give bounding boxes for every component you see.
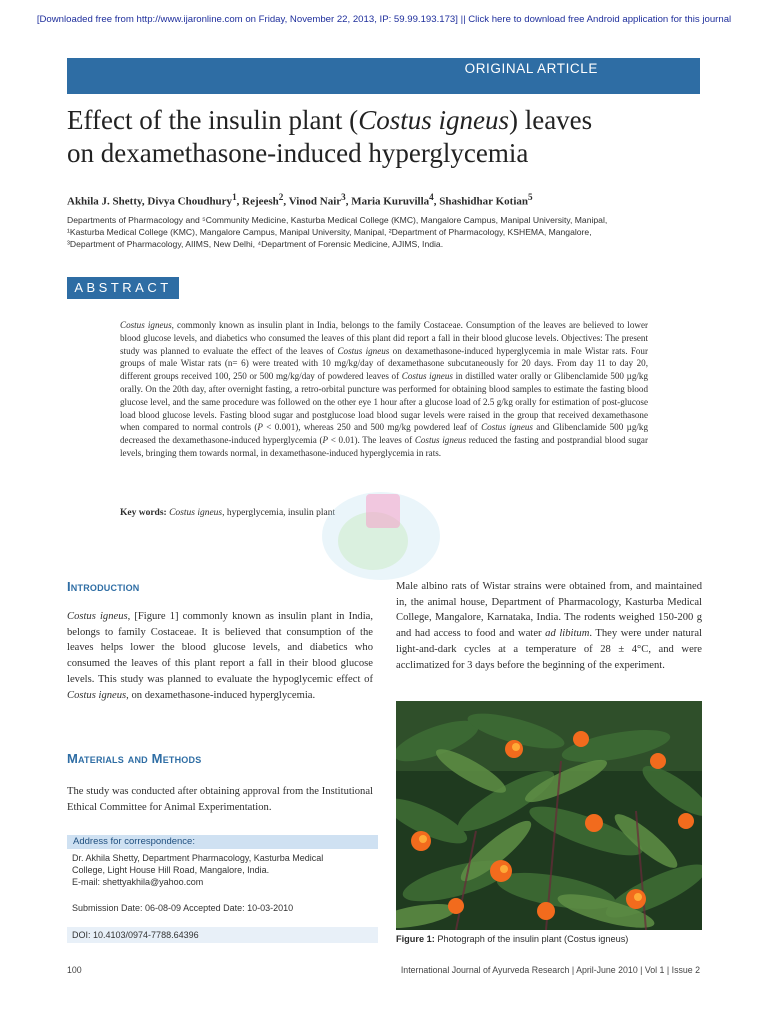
journal-footer: International Journal of Ayurveda Research | April-June 2010 | Vol 1 | Issue 2: [400, 965, 700, 975]
correspondence-email[interactable]: E-mail: shettyakhila@yahoo.com: [72, 877, 204, 887]
watermark-graphic: [318, 492, 444, 584]
methods-text: The study was conducted after obtaining approval from the Institutional Ethical Committee for Animal Experimentation.: [67, 786, 373, 813]
correspondence-label: Address for correspondence:: [67, 835, 378, 849]
affiliation-line: ¹Kasturba Medical College (KMC), Mangalore Campus, Manipal University, Manipal, ²Department of Pharmacology, KSHEMA, Mangalore,: [67, 227, 592, 237]
author-list: Akhila J. Shetty, Divya Choudhury$^1$, Rejeesh$^2$, Vinod Nair$^3$, Maria Kuruvilla$^4$, Shashidhar Kotian$^5$: [67, 192, 533, 208]
title-species: Costus igneus: [358, 105, 509, 135]
article-type-banner: [67, 58, 700, 94]
author: Akhila J. Shetty: [67, 195, 142, 208]
affiliation-line: Departments of Pharmacology and ⁵Community Medicine, Kasturba Medical College (KMC), Mangalore Campus, Manipal University, Manipal,: [67, 215, 608, 225]
keywords: Key words: Costus igneus, hyperglycemia, insulin plant: [120, 508, 336, 518]
page-number: 100: [67, 965, 82, 975]
author: Maria Kuruvilla: [351, 195, 430, 208]
introduction-text: Costus igneus, [Figure 1] commonly known as insulin plant in India, belongs to family Costaceae. It is believed that consumption of the leaves helps lower the blood glucose levels, and diabetics who consumed the leaves of this plant report a fall in their blood glucose levels. This study was planned to evaluate the hypoglycemic effect of Costus igneus, on dexamethasone-induced hyperglycemia.: [67, 611, 373, 701]
author: Divya Choudhury: [147, 195, 233, 208]
figure-photo-insulin-plant: [396, 701, 702, 930]
abstract-text: Costus igneus, commonly known as insulin plant in India, belongs to the family Costaceae. Consumption of the leaves are believed to lower blood glucose levels, and diabetics who consumed the leaves of this plant did report a fall in their blood glucose levels. Objectives: The present study was planned to evaluate the effect of the leaves of Costus igneus on dexamethasone-induced hyperglycemia in male Wistar rats. Four groups of male Wistar rats (n= 6) were treated with 10 mg/kg/day of dexamethasone subcutaneously for 20 days. From day 11 to day 20, different groups received 100, 250 or 500 mg/kg/day of powdered leaves of Costus igneus in distilled water orally or Glibenclamide 500 µg/kg orally. On the 20th day, after overnight fasting, a retro-orbital puncture was performed for obtaining blood samples to estimate the fasting blood glucose level, and the same procedure was followed on the other eye 1 hour after a glucose load of 2.5 g/kg orally for estimation of post-glucose load blood glucose levels. Fasting blood sugar and postglucose load blood sugar levels were raised in the group that received dexamethasone when compared to normal controls (P < 0.001), whereas 250 and 500 mg/kg powdered leaf of Costus igneus and Glibenclamide 500 µg/kg decreased the dexamethasone-induced hyperglycemia (P < 0.01). The leaves of Costus igneus reduced the fasting and postprandial blood sugar levels, bringing them towards normal, in dexamethasone-induced hyperglycemia in rats.: [120, 320, 649, 458]
author: Vinod Nair: [288, 195, 342, 208]
figure-label: Figure 1:: [396, 934, 435, 944]
figure-caption: Figure 1: Photograph of the insulin plant (Costus igneus): [396, 934, 629, 944]
affiliation-line: ³Department of Pharmacology, AIIMS, New Delhi, ⁴Department of Forensic Medicine, AJIMS, India.: [67, 239, 444, 249]
affiliations: [67, 214, 707, 250]
article-title: Effect of the insulin plant (Costus igneus) leaves on dexamethasone-induced hyperglycemia: [67, 105, 593, 168]
methods-heading: Materials and Methods: [67, 751, 202, 766]
animals-text: Male albino rats of Wistar strains were obtained from, and maintained in, the animal house, Department of Pharmacology, Kasturba Medical College, Mangalore, Karnataka, India. The rodents weighed 150-200 g and had access to food and water ad libitum. They were under natural light-and-dark cycles at a temperature of 28 ± 4°C, and were acclimatized for 3 days before the beginning of the experiment.: [396, 581, 702, 671]
download-banner[interactable]: [Downloaded free from http://www.ijaronline.com on Friday, November 22, 2013, IP: 59.99.193.173] || Click here to download free Android application for this journal: [36, 14, 732, 25]
keywords-label: Key words:: [120, 508, 167, 518]
doi[interactable]: DOI: 10.4103/0974-7788.64396: [67, 927, 378, 943]
correspondence-address: Dr. Akhila Shetty, Department Pharmacology, Kasturba Medical College, Light House Hill Road, Mangalore, India. E-mail: shettyakhila@yahoo.com: [72, 852, 377, 888]
article-type-label: ORIGINAL ARTICLE: [464, 61, 598, 76]
abstract-heading: ABSTRACT: [67, 277, 179, 299]
submission-dates: Submission Date: 06-08-09 Accepted Date: 10-03-2010: [72, 903, 294, 913]
introduction-heading: Introduction: [67, 579, 140, 594]
author: Shashidhar Kotian: [439, 195, 528, 208]
author: Rejeesh: [242, 195, 279, 208]
